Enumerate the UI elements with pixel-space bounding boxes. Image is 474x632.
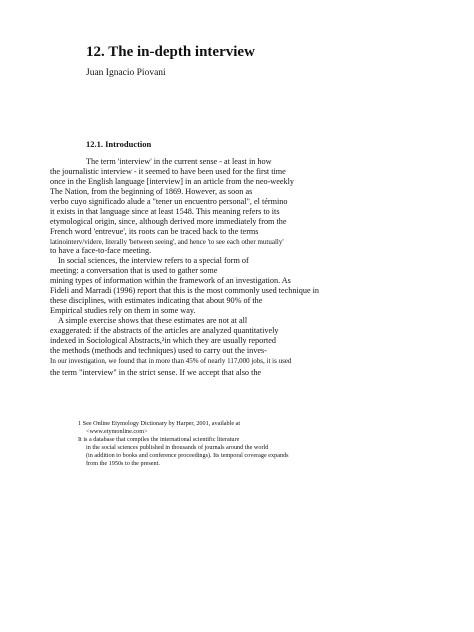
- chapter-title: 12. The in-depth interview: [86, 44, 255, 60]
- body-line: indexed in Sociological Abstracts,²in which they are usually reported: [50, 336, 276, 345]
- section-heading: 12.1. Introduction: [86, 139, 152, 149]
- body-line: the journalistic interview - it seemed to have been used for the first time: [50, 167, 286, 176]
- body-line: The term 'interview' in the current sense - at least in how: [86, 157, 272, 166]
- body-line: In our investigation, we found that in more than 45% of nearly 117,000 jobs, it is used: [50, 357, 292, 365]
- footnote-line: in the social sciences published in thousands of journals around the world: [86, 444, 269, 451]
- body-line: once in the English language [interview] in an article from the neo-weekly: [50, 177, 294, 186]
- body-line: Empirical studies rely on them in some way.: [50, 306, 196, 315]
- body-line: Fideli and Marradi (1996) report that this is the most commonly used technique in: [50, 286, 320, 295]
- footnote-line: 1 See Online Etymology Dictionary by Harper, 2001, available at: [78, 420, 241, 427]
- footnote-line: <www.etymonline.com>: [86, 428, 148, 435]
- footnote-line: It is a database that compiles the international scientific literature: [78, 436, 240, 443]
- body-line: French word 'entrevue', its roots can be traced back to the terms: [50, 227, 259, 236]
- body-line: verbo cuyo significado alude a "tener un encuentro personal", el término: [50, 197, 288, 206]
- body-line: etymological origin, since, although derived more immediately from the: [50, 217, 287, 226]
- footnote-line: (in addition to books and conference proceedings). Its temporal coverage expands: [86, 452, 289, 459]
- body-line: the methods (methods and techniques) used to carry out the inves-: [50, 346, 267, 355]
- body-line: to have a face-to-face meeting.: [50, 246, 152, 255]
- body-line: exaggerated: if the abstracts of the articles are analyzed quantitatively: [50, 326, 279, 335]
- body-line: it exists in that language since at least 1548. This meaning refers to its: [50, 207, 280, 216]
- author-name: Juan Ignacio Piovani: [86, 68, 166, 78]
- body-line: these disciplines, with estimates indicating that about 90% of the: [50, 296, 263, 305]
- body-line: The Nation, from the beginning of 1869. However, as soon as: [50, 187, 253, 196]
- body-line: latinointerv/videre, literally 'between seeing', and hence 'to see each other mutually': [50, 238, 284, 246]
- body-line: meeting: a conversation that is used to gather some: [50, 266, 218, 275]
- body-line: A simple exercise shows that these estimates are not at all: [58, 316, 248, 325]
- footnote-line: from the 1950s to the present.: [86, 460, 160, 467]
- body-line: In social sciences, the interview refers to a special form of: [58, 256, 249, 265]
- body-line: mining types of information within the framework of an investigation. As: [50, 276, 291, 285]
- body-line: the term "interview" in the strict sense. If we accept that also the: [50, 368, 262, 377]
